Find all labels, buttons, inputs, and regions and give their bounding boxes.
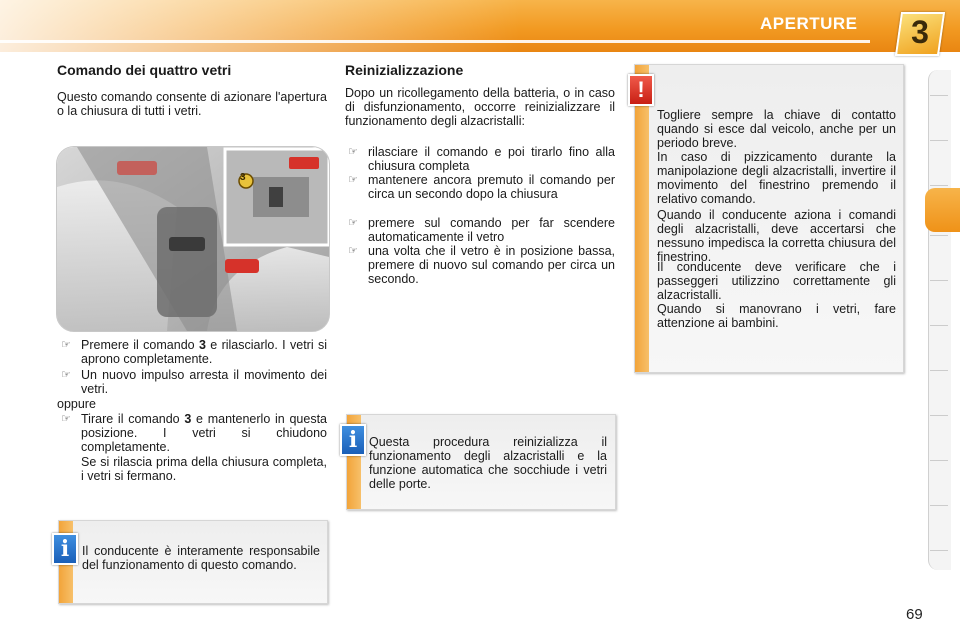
header-fade: [0, 0, 520, 52]
illustration-svg: [57, 147, 329, 331]
bullet-text: premere sul comando per far scendere automaticamente il vetro: [368, 216, 615, 244]
list-item: [61, 338, 327, 366]
figure-callout-3: 3: [240, 172, 246, 183]
list-item: [348, 145, 615, 173]
tab-divider: [930, 460, 948, 461]
chapter-number: 3: [911, 14, 929, 50]
tab-divider: [930, 505, 948, 506]
list-item: [348, 173, 615, 201]
list-item: [61, 368, 327, 396]
list-item: [61, 412, 327, 454]
tab-divider: [930, 325, 948, 326]
tab-divider: [930, 185, 948, 186]
tab-divider: [930, 235, 948, 236]
warning-icon: !: [628, 74, 654, 106]
warning-paragraph: In caso di pizzicamento durante la manipolazione degli alzacristalli, invertire il movimento del finestrino premendo il relativo comando.: [657, 150, 896, 206]
warning-paragraph: Quando si manovrano i vetri, fare attenzione ai bambini.: [657, 302, 896, 330]
list-item: [348, 216, 615, 244]
section-heading-four-windows: Comando dei quattro vetri: [57, 62, 232, 78]
side-tabs: [928, 70, 951, 570]
intro-paragraph: Questo comando consente di azionare l'apertura o la chiusura di tutti i vetri.: [57, 90, 327, 118]
tab-divider: [930, 415, 948, 416]
warning-paragraph: Quando il conducente aziona i comandi degli alzacristalli, deve accertarsi che nessuno impedisca la corretta chiusura del finestrino.: [657, 208, 896, 264]
list-item: [348, 244, 615, 286]
or-label: oppure: [57, 397, 96, 411]
window-control-illustration: [56, 146, 330, 332]
info-note-text: Questa procedura reinizializza il funzionamento degli alzacristalli e la funzione automatica che socchiude i vetri delle porte.: [369, 435, 607, 491]
tab-divider: [930, 95, 948, 96]
bullet-text: Un nuovo impulso arresta il movimento dei vetri.: [81, 368, 327, 396]
header-line: [0, 40, 870, 43]
tab-divider: [930, 280, 948, 281]
section-heading-reset: Reinizializzazione: [345, 62, 464, 78]
bullet-text: e rilasciarlo. I vetri si aprono completamente.: [81, 338, 327, 366]
bullet-text: rilasciare il comando e poi tirarlo fino alla chiusura completa: [368, 145, 615, 173]
note-stripe: [635, 65, 649, 372]
pointing-hand-icon: ☞: [348, 146, 358, 158]
info-note-text: Il conducente è interamente responsabile del funzionamento di questo comando.: [82, 544, 320, 572]
tab-divider: [930, 550, 948, 551]
pointing-hand-icon: ☞: [61, 369, 71, 381]
bullet-bold: 3: [198, 338, 206, 352]
bullet-text: e mantenerlo in questa posizione. I vetri si chiudono completamente.: [81, 412, 327, 454]
tab-divider: [930, 140, 948, 141]
info-icon: i: [340, 424, 366, 456]
pointing-hand-icon: ☞: [348, 217, 358, 229]
tab-active-chapter[interactable]: [925, 188, 960, 232]
pointing-hand-icon: ☞: [348, 245, 358, 257]
page-number: 69: [906, 606, 923, 623]
bullet-text: Premere il comando: [81, 338, 199, 352]
warning-paragraph: Togliere sempre la chiave di contatto quando si esce dal veicolo, anche per un periodo breve.: [657, 108, 896, 150]
pointing-hand-icon: ☞: [61, 339, 71, 351]
pointing-hand-icon: ☞: [61, 413, 71, 425]
bullet-continuation: Se si rilascia prima della chiusura completa, i vetri si fermano.: [81, 455, 327, 483]
warning-paragraph: Il conducente deve verificare che i passeggeri utilizzino correttamente gli alzacristalli.: [657, 260, 896, 302]
bullet-text: mantenere ancora premuto il comando per circa un secondo dopo la chiusura: [368, 173, 615, 201]
chapter-title: APERTURE: [760, 14, 858, 33]
pointing-hand-icon: ☞: [348, 174, 358, 186]
bullet-bold: 3: [184, 412, 192, 426]
tab-divider: [930, 370, 948, 371]
bullet-text: Tirare il comando: [81, 412, 185, 426]
reset-intro: Dopo un ricollegamento della batteria, o in caso di disfunzionamento, occorre reinizializzare il funzionamento degli alzacristalli:: [345, 86, 615, 128]
bullet-text: una volta che il vetro è in posizione bassa, premere di nuovo sul comando per circa un secondo.: [368, 244, 615, 286]
info-icon: i: [52, 533, 78, 565]
